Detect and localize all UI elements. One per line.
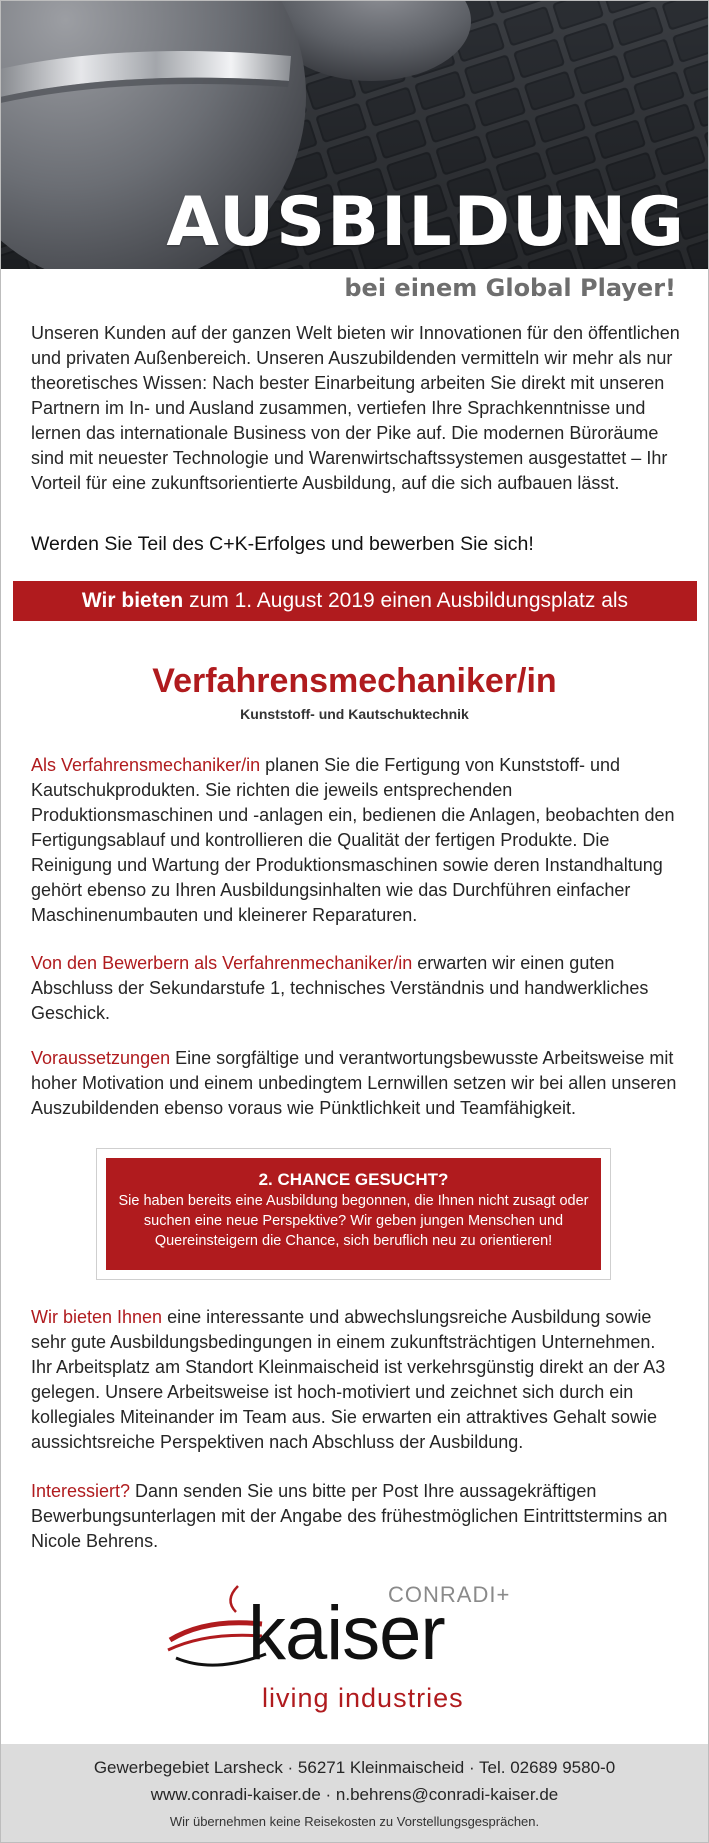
company-logo bbox=[166, 1578, 551, 1718]
section-requirements-lead: Voraussetzungen bbox=[31, 1048, 171, 1068]
second-chance-heading: 2. CHANCE GESUCHT? bbox=[258, 1170, 449, 1189]
section-tasks-text: planen Sie die Fertigung von Kunststoff- und Kautschukprodukten. Sie richten die jeweils entsprechenden Produktionsmaschinen und -anlagen ein, bedienen die Anlagen, beobachten den Fertigungsablauf und kontrollieren die Qualität der fertigen Produkte. Die Reinigung und Wartung der Produktionsmaschinen sowie deren Instandhaltung gehört ebenso zu Ihren Ausbildungsinhalten wie das Durchführen einfacher Maschinenumbauten und kleinerer Reparaturen. bbox=[31, 755, 675, 925]
section-apply-lead: Interessiert? bbox=[31, 1481, 131, 1501]
section-expectations-lead: Von den Bewerbern als Verfahrenmechaniker/in bbox=[31, 953, 413, 973]
intro-cta: Werden Sie Teil des C+K-Erfolges und bewerben Sie sich! bbox=[31, 533, 534, 555]
logo-tagline: living industries bbox=[262, 1683, 464, 1713]
offer-banner-bold: Wir bieten bbox=[81, 589, 184, 612]
offer-banner bbox=[13, 581, 697, 621]
section-offer bbox=[31, 1305, 681, 1455]
section-apply-text: Dann senden Sie uns bitte per Post Ihre aussagekräftigen Bewerbungsunterlagen mit der Angabe des frühestmöglichen Eintrittstermins an Nicole Behrens. bbox=[31, 1481, 668, 1551]
second-chance-panel bbox=[106, 1158, 601, 1270]
section-requirements-text: Eine sorgfältige und verantwortungsbewusste Arbeitsweise mit hoher Motivation und einem unbedingtem Lernwillen setzen wir bei allen unseren Auszubildenden ebenso voraus wie Pünktlichkeit und Teamfähigkeit. bbox=[31, 1048, 677, 1118]
section-tasks-lead: Als Verfahrensmechaniker/in bbox=[31, 755, 261, 775]
second-chance-body: Sie haben bereits eine Ausbildung begonnen, die Ihnen nicht zusagt oder suchen eine neue Perspektive? Wir geben jungen Menschen und Quereinsteigern die Chance, sich beruflich neu zu orientieren! bbox=[118, 1193, 589, 1249]
section-offer-text: eine interessante und abwechslungsreiche Ausbildung sowie sehr gute Ausbildungsbedingungen in einem zukunftsträchtigen Unternehmen. Ihr Arbeitsplatz am Standort Kleinmaischeid ist verkehrsgünstig direkt an der A3 gelegen. Unsere Arbeitsweise ist hoch-motiviert und zeichnet sich durch ein kollegiales Miteinander im Team aus. Sie erwarten ein attraktives Gehalt sowie aussichtsreiche Perspektiven nach Abschluss der Ausbildung. bbox=[31, 1307, 666, 1452]
footer-address: Gewerbegebiet Larsheck · 56271 Kleinmaischeid · Tel. 02689 9580-0 bbox=[93, 1758, 616, 1777]
second-chance-box bbox=[96, 1148, 611, 1280]
hero-subtitle: bei einem Global Player! bbox=[344, 274, 676, 302]
footer bbox=[1, 1744, 708, 1843]
footer-note: Wir übernehmen keine Reisekosten zu Vorstellungsgesprächen. bbox=[169, 1814, 540, 1829]
section-offer-lead: Wir bieten Ihnen bbox=[31, 1307, 163, 1327]
intro-text: Unseren Kunden auf der ganzen Welt bieten wir Innovationen für den öffentlichen und privaten Außenbereich. Unseren Auszubildenden vermitteln wir mehr als nur theoretisches Wissen: Nach bester Einarbeitung arbeiten Sie direkt mit unseren Partnern im In- und Ausland zusammen, vertiefen Ihre Sprachkenntnisse und lernen das internationale Business von der Pike auf. Die modernen Büroräume sind mit neuester Technologie und Warenwirtschaftssystemen ausgestattet – Ihr Vorteil für eine zukunftsorientierte Ausbildung, auf die sich aufbauen lässt. bbox=[31, 323, 680, 493]
logo-kaiser: kaiser bbox=[248, 1591, 445, 1676]
offer-banner-text: zum 1. August 2019 einen Ausbildungsplatz als bbox=[183, 589, 629, 612]
section-apply bbox=[31, 1479, 681, 1554]
job-subtitle: Kunststoff- und Kautschuktechnik bbox=[240, 706, 469, 722]
section-tasks bbox=[31, 753, 681, 928]
section-expectations bbox=[31, 951, 681, 1026]
logo-conradi: CONRADI+ bbox=[388, 1582, 511, 1607]
hero-title: AUSBILDUNG bbox=[166, 183, 686, 262]
footer-contact: www.conradi-kaiser.de · n.behrens@conradi-kaiser.de bbox=[150, 1785, 559, 1804]
section-expectations-text: erwarten wir einen guten Abschluss der Sekundarstufe 1, technisches Verständnis und handwerkliches Geschick. bbox=[31, 953, 649, 1023]
job-title: Verfahrensmechaniker/in bbox=[152, 662, 557, 700]
hero-image bbox=[1, 1, 708, 269]
section-requirements bbox=[31, 1046, 681, 1121]
